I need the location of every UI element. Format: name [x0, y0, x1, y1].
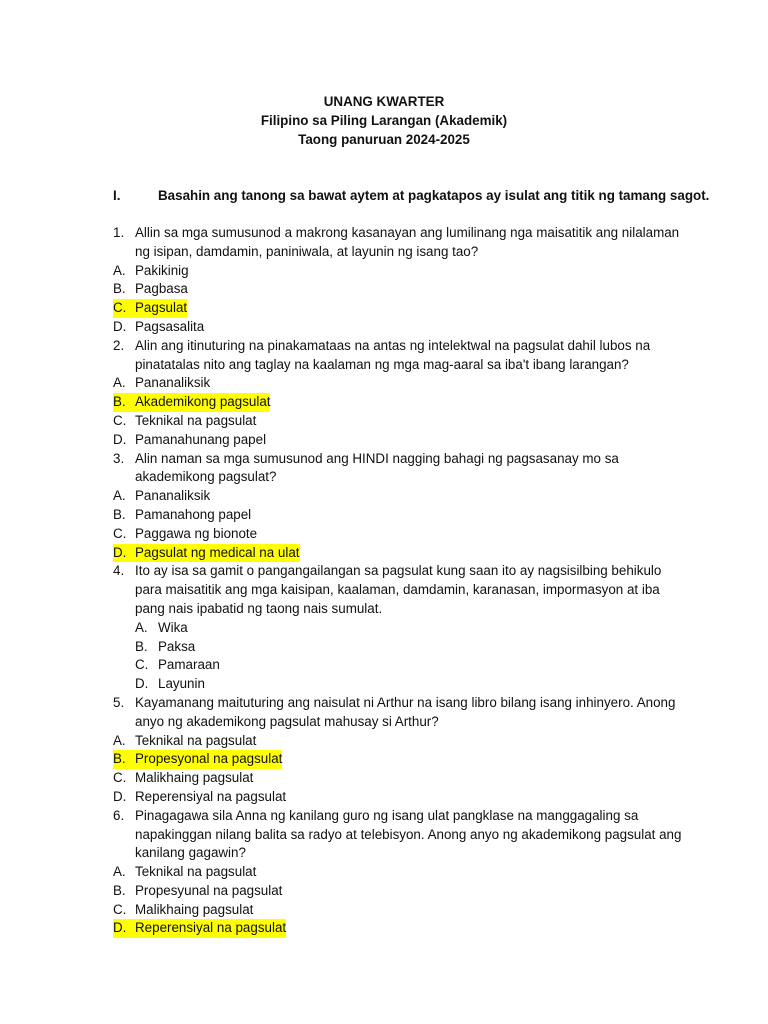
answer-option-highlighted — [113, 393, 683, 412]
option-text: Wika — [158, 619, 188, 635]
answer-option — [113, 638, 683, 657]
answer-option — [113, 619, 683, 638]
option-letter: B. — [113, 750, 140, 769]
option-letter: C. — [113, 770, 127, 786]
option-letter: C. — [135, 657, 149, 673]
question-item — [113, 224, 683, 262]
option-letter: A. — [113, 488, 126, 504]
answer-option — [113, 901, 683, 920]
answer-option — [113, 675, 683, 694]
answer-option — [113, 863, 683, 882]
question-text: Allin sa mga sumusunod a makrong kasanayan ang lumilinang nga maisatitik ang nilalaman ng isipan, damdamin, paniniwala, at layunin ng isang tao? — [135, 225, 680, 259]
option-text: Paksa — [158, 638, 196, 654]
question-number: 1. — [113, 225, 125, 240]
option-text: Reperensiyal na pagsulat — [135, 788, 287, 804]
answer-option-highlighted — [113, 919, 683, 938]
option-text: Akademikong pagsulat — [133, 393, 270, 412]
answer-option — [113, 280, 683, 299]
answer-option — [113, 318, 683, 337]
answer-option — [113, 656, 683, 675]
question-item — [113, 562, 683, 618]
option-letter: A. — [113, 375, 126, 391]
option-letter: D. — [113, 919, 140, 938]
option-letter: B. — [113, 281, 126, 297]
document-header — [0, 92, 768, 149]
question-item — [113, 694, 683, 732]
option-letter: C. — [113, 525, 127, 541]
option-text: Pananaliksik — [135, 488, 211, 504]
answer-option — [113, 769, 683, 788]
answer-option-highlighted — [113, 544, 683, 563]
option-text: Layunin — [158, 676, 205, 692]
question-item — [113, 807, 683, 863]
option-letter: D. — [113, 431, 127, 447]
option-letter: A. — [113, 732, 126, 748]
question-number: 3. — [113, 450, 125, 466]
answer-option — [113, 525, 683, 544]
question-text: Kayamanang maituturing ang naisulat ni Arthur na isang libro bilang isang inhinyero. Anong anyo ng akademikong pagsulat mahusay si Arthur? — [135, 694, 676, 729]
option-text: Malikhaing pagsulat — [135, 901, 254, 917]
option-text: Pagsasalita — [135, 318, 205, 334]
answer-option — [113, 788, 683, 807]
answer-option — [113, 412, 683, 431]
question-list — [113, 224, 683, 938]
option-text: Pananaliksik — [135, 375, 211, 391]
option-text: Pakikinig — [135, 262, 189, 278]
option-text: Pagbasa — [135, 281, 188, 297]
option-text: Teknikal na pagsulat — [135, 412, 257, 428]
option-letter: C. — [113, 412, 127, 428]
instruction-text: Basahin ang tanong sa bawat aytem at pagkatapos ay isulat ang titik ng tamang sagot. — [158, 188, 710, 203]
option-text: Pamanahunang papel — [135, 431, 267, 447]
option-letter: D. — [135, 676, 149, 692]
option-letter: B. — [113, 882, 126, 898]
section-number: I. — [113, 188, 121, 203]
answer-option — [113, 487, 683, 506]
option-letter: D. — [113, 788, 127, 804]
option-text: Propesyonal na pagsulat — [133, 750, 282, 769]
option-letter: B. — [135, 638, 148, 654]
option-letter: D. — [113, 544, 140, 563]
answer-option-highlighted — [113, 299, 683, 318]
answer-option-highlighted — [113, 750, 683, 769]
question-number: 2. — [113, 337, 125, 353]
question-text: Pinagagawa sila Anna ng kanilang guro ng isang ulat pangklase na manggagaling sa napakinggan nilang balita sa radyo at telebisyon. Anong anyo ng akademikong pagsulat ang kanilang gagawin? — [135, 807, 682, 861]
option-text: Pagsulat — [133, 299, 187, 318]
question-number: 6. — [113, 807, 125, 823]
option-letter: C. — [113, 901, 127, 917]
option-letter: B. — [113, 506, 126, 522]
option-text: Propesyunal na pagsulat — [135, 882, 283, 898]
answer-option — [113, 262, 683, 281]
option-text: Teknikal na pagsulat — [135, 732, 257, 748]
option-letter: D. — [113, 318, 127, 334]
answer-option — [113, 431, 683, 450]
option-text: Paggawa ng bionote — [135, 525, 258, 541]
option-letter: C. — [113, 299, 140, 318]
question-item — [113, 450, 683, 488]
option-letter: B. — [113, 393, 140, 412]
answer-option — [113, 374, 683, 393]
question-text: Ito ay isa sa gamit o pangangailangan sa pagsulat kung saan ito ay nagsisilbing behikulo para maisatitik ang mga kaisipan, kaalaman, damdamin, karanasan, impormasyon at iba pang nais ipabatid ng taong nais sumulat. — [135, 563, 662, 616]
option-letter: A. — [113, 262, 126, 278]
option-text: Malikhaing pagsulat — [135, 770, 254, 786]
answer-option — [113, 882, 683, 901]
question-text: Alin naman sa mga sumusunod ang HINDI nagging bahagi ng pagsasanay mo sa akademikong pagsulat? — [135, 450, 619, 485]
subject-title: Filipino sa Piling Larangan (Akademik) — [260, 113, 508, 128]
quarter-title: UNANG KWARTER — [323, 94, 445, 109]
school-year: Taong panuruan 2024-2025 — [298, 132, 470, 147]
option-text: Pamaraan — [158, 657, 220, 673]
option-text: Reperensiyal na pagsulat — [133, 919, 286, 938]
option-text: Pagsulat ng medical na ulat — [133, 544, 300, 563]
option-letter: A. — [113, 864, 126, 880]
answer-option — [113, 732, 683, 751]
question-item — [113, 337, 683, 375]
question-number: 5. — [113, 694, 125, 710]
answer-option — [113, 506, 683, 525]
option-letter: A. — [135, 619, 148, 635]
question-number: 4. — [113, 563, 125, 579]
question-text: Alin ang itinuturing na pinakamataas na antas ng intelektwal na pagsulat dahil lubos na pinatatalas nito ang taglay na kaalaman ng mga mag-aaral sa iba't ibang larangan? — [135, 337, 651, 372]
option-text: Pamanahong papel — [135, 506, 252, 522]
option-text: Teknikal na pagsulat — [135, 864, 257, 880]
